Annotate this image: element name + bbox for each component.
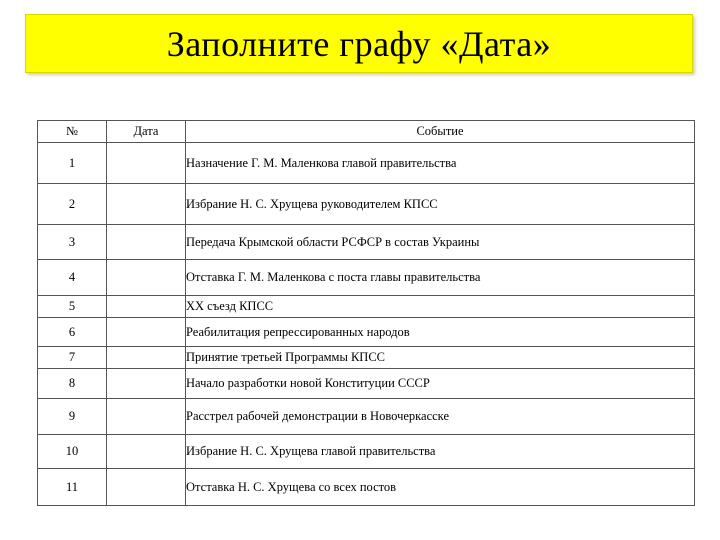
title-banner xyxy=(25,14,693,73)
date-cell[interactable] xyxy=(107,260,186,296)
date-cell[interactable] xyxy=(107,225,186,260)
row-number: 11 xyxy=(38,469,107,506)
row-number: 6 xyxy=(38,318,107,347)
event-cell: Назначение Г. М. Маленкова главой правительства xyxy=(186,143,695,184)
events-table xyxy=(37,120,695,506)
row-number: 2 xyxy=(38,184,107,225)
table-row xyxy=(38,225,695,260)
table-header-row xyxy=(38,121,695,143)
date-cell[interactable] xyxy=(107,469,186,506)
table-row xyxy=(38,399,695,435)
row-number: 9 xyxy=(38,399,107,435)
row-number: 3 xyxy=(38,225,107,260)
table-row xyxy=(38,347,695,369)
page-title: Заполните графу «Дата» xyxy=(166,23,552,64)
date-cell[interactable] xyxy=(107,435,186,469)
row-number: 8 xyxy=(38,369,107,399)
event-cell: Реабилитация репрессированных народов xyxy=(186,318,695,347)
row-number: 1 xyxy=(38,143,107,184)
event-cell: Отставка Н. С. Хрущева со всех постов xyxy=(186,469,695,506)
date-cell[interactable] xyxy=(107,369,186,399)
header-number: № xyxy=(38,121,107,143)
event-cell: Отставка Г. М. Маленкова с поста главы правительства xyxy=(186,260,695,296)
date-cell[interactable] xyxy=(107,184,186,225)
table-row xyxy=(38,318,695,347)
event-cell: Расстрел рабочей демонстрации в Новочеркасске xyxy=(186,399,695,435)
event-cell: Избрание Н. С. Хрущева руководителем КПСС xyxy=(186,184,695,225)
event-cell: Передача Крымской области РСФСР в состав Украины xyxy=(186,225,695,260)
row-number: 10 xyxy=(38,435,107,469)
row-number: 5 xyxy=(38,296,107,318)
row-number: 7 xyxy=(38,347,107,369)
table-row xyxy=(38,296,695,318)
event-cell: Избрание Н. С. Хрущева главой правительства xyxy=(186,435,695,469)
event-cell: Начало разработки новой Конституции СССР xyxy=(186,369,695,399)
table-row xyxy=(38,369,695,399)
date-cell[interactable] xyxy=(107,347,186,369)
date-cell[interactable] xyxy=(107,296,186,318)
table-row xyxy=(38,143,695,184)
row-number: 4 xyxy=(38,260,107,296)
header-event: Событие xyxy=(186,121,695,143)
table-row xyxy=(38,260,695,296)
table-row xyxy=(38,435,695,469)
table-row xyxy=(38,184,695,225)
date-cell[interactable] xyxy=(107,399,186,435)
table-row xyxy=(38,469,695,506)
date-cell[interactable] xyxy=(107,143,186,184)
date-cell[interactable] xyxy=(107,318,186,347)
event-cell: Принятие третьей Программы КПСС xyxy=(186,347,695,369)
header-date: Дата xyxy=(107,121,186,143)
event-cell: XX съезд КПСС xyxy=(186,296,695,318)
